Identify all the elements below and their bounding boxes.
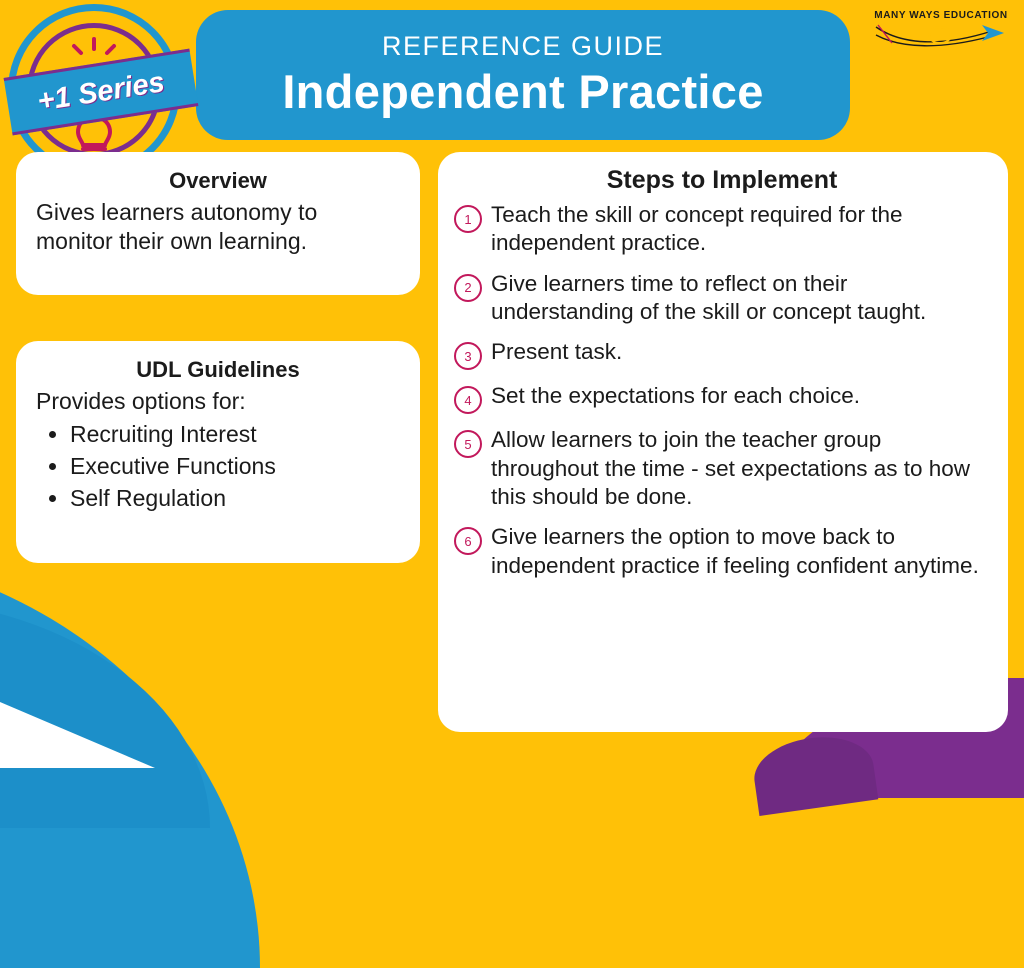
left-column <box>16 152 420 563</box>
step-number-badge: 2 <box>454 274 482 302</box>
udl-option-list <box>36 418 400 515</box>
step-item <box>454 382 990 414</box>
step-text: Set the expectations for each choice. <box>491 383 860 409</box>
overview-heading: Overview <box>169 168 267 193</box>
udl-intro: Provides options for: <box>36 388 246 414</box>
step-text: Allow learners to join the teacher group throughout the time - set expectations as to how this should be done. <box>491 427 971 510</box>
brand-logo-mark-icon <box>872 21 1010 51</box>
step-item <box>454 523 990 580</box>
step-text: Present task. <box>491 339 623 365</box>
lightbulb-rays-icon <box>64 37 124 61</box>
step-number-badge: 4 <box>454 386 482 414</box>
steps-heading: Steps to Implement <box>606 166 838 194</box>
overview-card <box>16 152 420 295</box>
step-text: Teach the skill or concept required for the independent practice. <box>491 202 903 256</box>
step-item <box>454 201 990 258</box>
udl-guidelines-card <box>16 341 420 563</box>
list-item: • Executive Functions <box>70 450 400 482</box>
title-banner <box>196 10 850 140</box>
step-number-badge: 5 <box>454 430 482 458</box>
page-header <box>0 0 1024 152</box>
step-item <box>454 426 990 511</box>
main-content <box>0 152 1024 732</box>
list-item: • Self Regulation <box>70 482 400 514</box>
eyebrow-label: REFERENCE GUIDE <box>381 31 665 61</box>
udl-heading: UDL Guidelines <box>136 357 300 382</box>
step-text: Give learners time to reflect on their understanding of the skill or concept taught. <box>491 270 927 325</box>
list-item: • Recruiting Interest <box>70 418 400 450</box>
brand-logo <box>872 10 1010 56</box>
overview-body: Gives learners autonomy to monitor their own learning. <box>36 199 318 254</box>
step-item <box>454 270 990 327</box>
step-text: Give learners the option to move back to independent practice if feeling confident anytime. <box>491 524 979 578</box>
brand-logo-label: MANY WAYS EDUCATION <box>874 10 1008 21</box>
step-number-badge: 6 <box>454 527 482 555</box>
step-number-badge: 3 <box>454 342 482 370</box>
plus-one-series-badge <box>8 4 180 176</box>
badge-label: +1 Series <box>35 65 167 118</box>
steps-card <box>438 152 1008 732</box>
step-item <box>454 338 990 370</box>
page-title: Independent Practice <box>282 65 764 118</box>
step-number-badge: 1 <box>454 205 482 233</box>
